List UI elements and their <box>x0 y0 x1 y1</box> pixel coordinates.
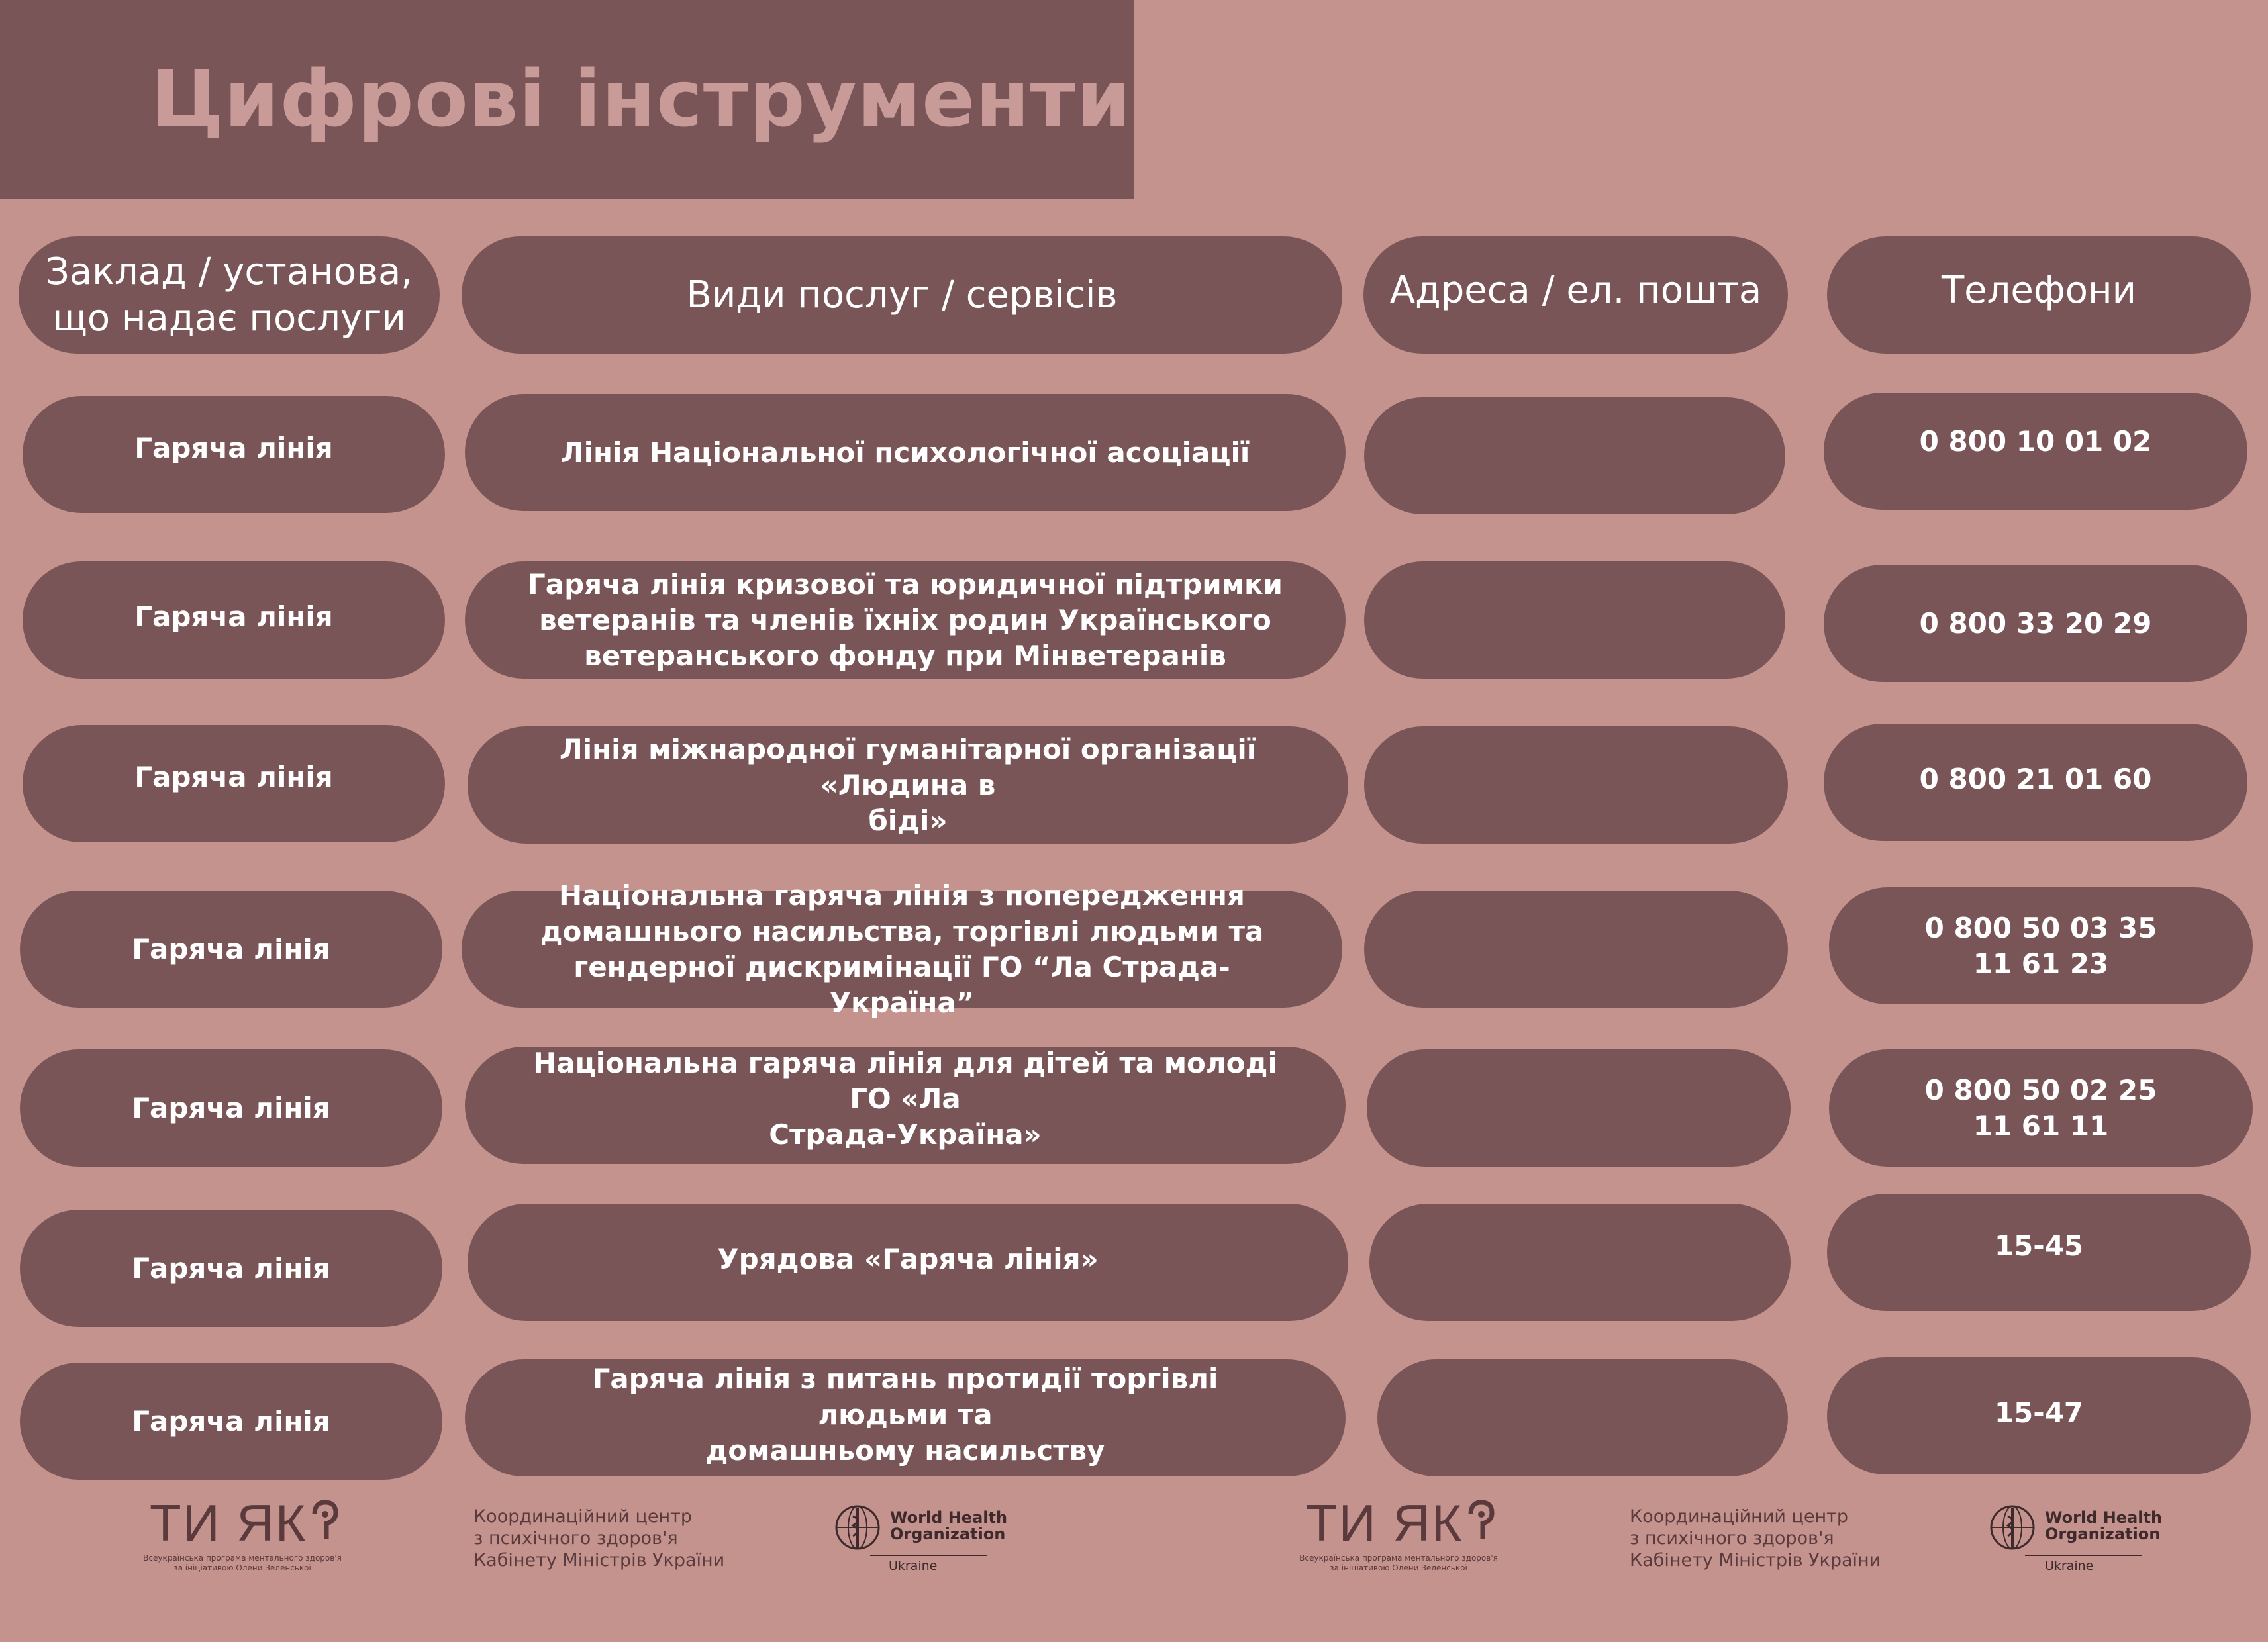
row-7-institution <box>20 1363 442 1480</box>
row-2-services-line: Гаряча лінія кризової та юридичної підтримки <box>528 567 1283 601</box>
row-6-institution-text: Гаряча лінія <box>132 1251 330 1284</box>
row-4-institution <box>20 891 442 1008</box>
row-2-phones <box>1824 565 2247 682</box>
row-4-phone: 11 61 23 <box>1973 947 2109 980</box>
row-7-services <box>465 1359 1346 1476</box>
tiyak-logo <box>150 1493 341 1553</box>
tiyak-subtitle-line: Всеукраїнська програма ментального здоров'я <box>1299 1553 1498 1563</box>
row-3-services <box>468 726 1348 844</box>
row-6-services-line: Урядова «Гаряча лінія» <box>717 1242 1099 1275</box>
row-2-phone: 0 800 33 20 29 <box>1919 606 2152 640</box>
row-1-services-line: Лінія Національної психологічної асоціації <box>560 436 1250 469</box>
row-6-address <box>1369 1204 1791 1321</box>
header-phones <box>1827 236 2251 354</box>
row-5-services <box>465 1047 1346 1164</box>
row-5-institution <box>20 1049 442 1167</box>
row-4-phones <box>1829 887 2253 1004</box>
who-name-line: Organization <box>890 1525 1006 1543</box>
header-institution-line: Заклад / установа, <box>45 250 413 293</box>
row-2-institution <box>23 561 445 679</box>
header-services-label: Види послуг / сервісів <box>686 273 1118 316</box>
who-name-line: World Health <box>890 1508 1008 1527</box>
who-country: Ukraine <box>889 1559 938 1573</box>
row-5-services-line: Національна гаряча лінія для дітей та молоді ГО «Ла <box>533 1046 1277 1115</box>
header-services <box>462 236 1342 354</box>
coordination-line: Кабінету Міністрів України <box>473 1550 725 1570</box>
row-1-address <box>1364 397 1785 514</box>
tiyak-logo-text: ТИ ЯК <box>150 1494 307 1552</box>
row-6-phone: 15-45 <box>1994 1229 2084 1262</box>
who-name-line: World Health <box>2045 1508 2163 1527</box>
who-country: Ukraine <box>2045 1559 2094 1573</box>
row-4-address <box>1364 891 1788 1008</box>
row-3-institution-text: Гаряча лінія <box>134 760 333 793</box>
row-7-institution-text: Гаряча лінія <box>132 1404 330 1437</box>
row-5-phone: 0 800 50 02 25 <box>1924 1073 2157 1106</box>
tiyak-logo <box>1306 1493 1497 1553</box>
row-4-phone: 0 800 50 03 35 <box>1924 911 2157 944</box>
row-3-address <box>1364 726 1788 844</box>
row-3-services-line: біді» <box>868 804 948 837</box>
row-4-institution-text: Гаряча лінія <box>132 932 330 965</box>
row-4-services-line: домашнього насильства, торгівлі людьми та <box>540 914 1264 947</box>
row-2-services-line: ветеранського фонду при Мінветеранів <box>584 639 1226 672</box>
page-title: Цифрові інструменти <box>151 53 1132 144</box>
row-3-institution <box>23 725 445 842</box>
tiyak-logo-text: ТИ ЯК <box>1306 1494 1463 1552</box>
tiyak-subtitle <box>1273 1553 1524 1573</box>
row-7-address <box>1377 1359 1788 1476</box>
tiyak-subtitle-line: за ініціативою Олени Зеленської <box>1330 1563 1467 1572</box>
who-divider <box>2025 1555 2142 1556</box>
row-2-address <box>1364 561 1785 679</box>
question-key-icon <box>1465 1498 1497 1545</box>
who-name <box>2045 1510 2162 1543</box>
row-2-institution-text: Гаряча лінія <box>134 600 333 633</box>
coordination-center-text <box>1630 1506 1881 1571</box>
row-7-phone: 15-47 <box>1994 1396 2084 1429</box>
row-5-address <box>1367 1049 1791 1167</box>
row-1-phone: 0 800 10 01 02 <box>1919 424 2152 458</box>
who-name-line: Organization <box>2045 1525 2161 1543</box>
header-address <box>1363 236 1788 354</box>
coordination-center-text <box>473 1506 724 1571</box>
tiyak-subtitle-line: за ініціативою Олени Зеленської <box>173 1563 311 1572</box>
header-address-label: Адреса / ел. пошта <box>1389 268 1762 312</box>
row-1-phones <box>1824 393 2247 510</box>
row-2-services <box>465 561 1346 679</box>
row-3-phones <box>1824 724 2247 841</box>
question-key-icon <box>309 1498 341 1545</box>
row-5-phones <box>1829 1049 2253 1167</box>
tiyak-subtitle <box>117 1553 368 1573</box>
row-6-institution <box>20 1210 442 1327</box>
row-6-services <box>468 1204 1348 1321</box>
row-1-services <box>465 394 1346 511</box>
row-7-services-line: Гаряча лінія з питань протидії торгівлі людьми та <box>592 1362 1218 1431</box>
title-banner <box>0 0 1134 199</box>
coordination-line: Координаційний центр <box>1630 1506 1849 1527</box>
row-6-phones <box>1827 1194 2251 1311</box>
row-3-services-line: Лінія міжнародної гуманітарної організації «Людина в <box>559 732 1257 801</box>
row-4-services-line: Національна гаряча лінія з попередження <box>559 879 1245 912</box>
coordination-line: з психічного здоров'я <box>1630 1528 1834 1549</box>
header-institution <box>19 236 440 354</box>
row-5-institution-text: Гаряча лінія <box>132 1091 330 1124</box>
who-emblem-icon <box>832 1502 883 1553</box>
who-divider <box>870 1555 987 1556</box>
header-phones-label: Телефони <box>1941 268 2137 312</box>
row-5-phone: 11 61 11 <box>1973 1109 2109 1142</box>
who-name <box>890 1510 1007 1543</box>
who-emblem-icon <box>1987 1502 2038 1553</box>
coordination-line: Кабінету Міністрів України <box>1630 1550 1881 1570</box>
coordination-line: з психічного здоров'я <box>473 1528 678 1549</box>
row-3-phone: 0 800 21 01 60 <box>1919 762 2152 795</box>
row-4-services-line: гендерної дискримінації ГО “Ла Страда-Україна” <box>573 950 1230 1019</box>
row-5-services-line: Страда-Україна» <box>769 1118 1042 1151</box>
row-2-services-line: ветеранів та членів їхніх родин Українського <box>539 603 1271 636</box>
row-1-institution <box>23 396 445 513</box>
row-7-phones <box>1827 1357 2251 1474</box>
row-4-services <box>462 879 1342 1019</box>
tiyak-subtitle-line: Всеукраїнська програма ментального здоров'я <box>143 1553 342 1563</box>
header-institution-line: що надає послуги <box>52 296 406 340</box>
row-7-services-line: домашньому насильству <box>705 1433 1105 1467</box>
coordination-line: Координаційний центр <box>473 1506 693 1527</box>
row-1-institution-text: Гаряча лінія <box>134 431 333 464</box>
